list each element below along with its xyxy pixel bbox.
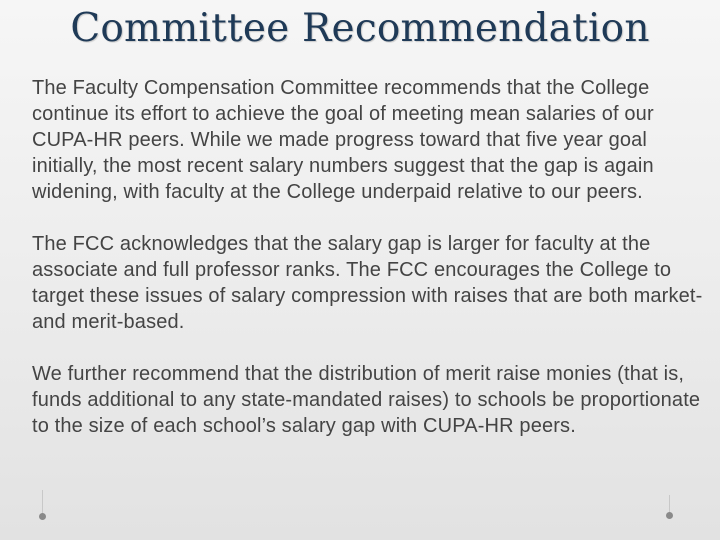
- decorative-line-right: [669, 495, 670, 513]
- decorative-dot-right: [666, 512, 673, 519]
- paragraph-recommendation: The Faculty Compensation Committee recommends that the College continue its effort to achieve the goal of meeting mean salaries of our CUPA-HR peers. While we made progress toward that five year goal initially, the most recent salary numbers suggest that the gap is again widening, with faculty at the College underpaid relative to our peers.: [32, 77, 654, 203]
- paragraph-salary-compression: The FCC acknowledges that the salary gap is larger for faculty at the associate and full professor ranks. The FCC encourages the College to target these issues of salary compression with raises that are both market- and merit-based.: [32, 233, 703, 333]
- decorative-dot-left: [39, 513, 46, 520]
- paragraph-merit-distribution: We further recommend that the distribution of merit raise monies (that is, funds additional to any state-mandated raises) to schools be proportionate to the size of each school’s salary gap with CUPA-HR peers.: [32, 363, 701, 437]
- decorative-line-left: [42, 490, 43, 514]
- slide-title: Committee Recommendation: [70, 6, 650, 51]
- slide-body: [32, 75, 704, 465]
